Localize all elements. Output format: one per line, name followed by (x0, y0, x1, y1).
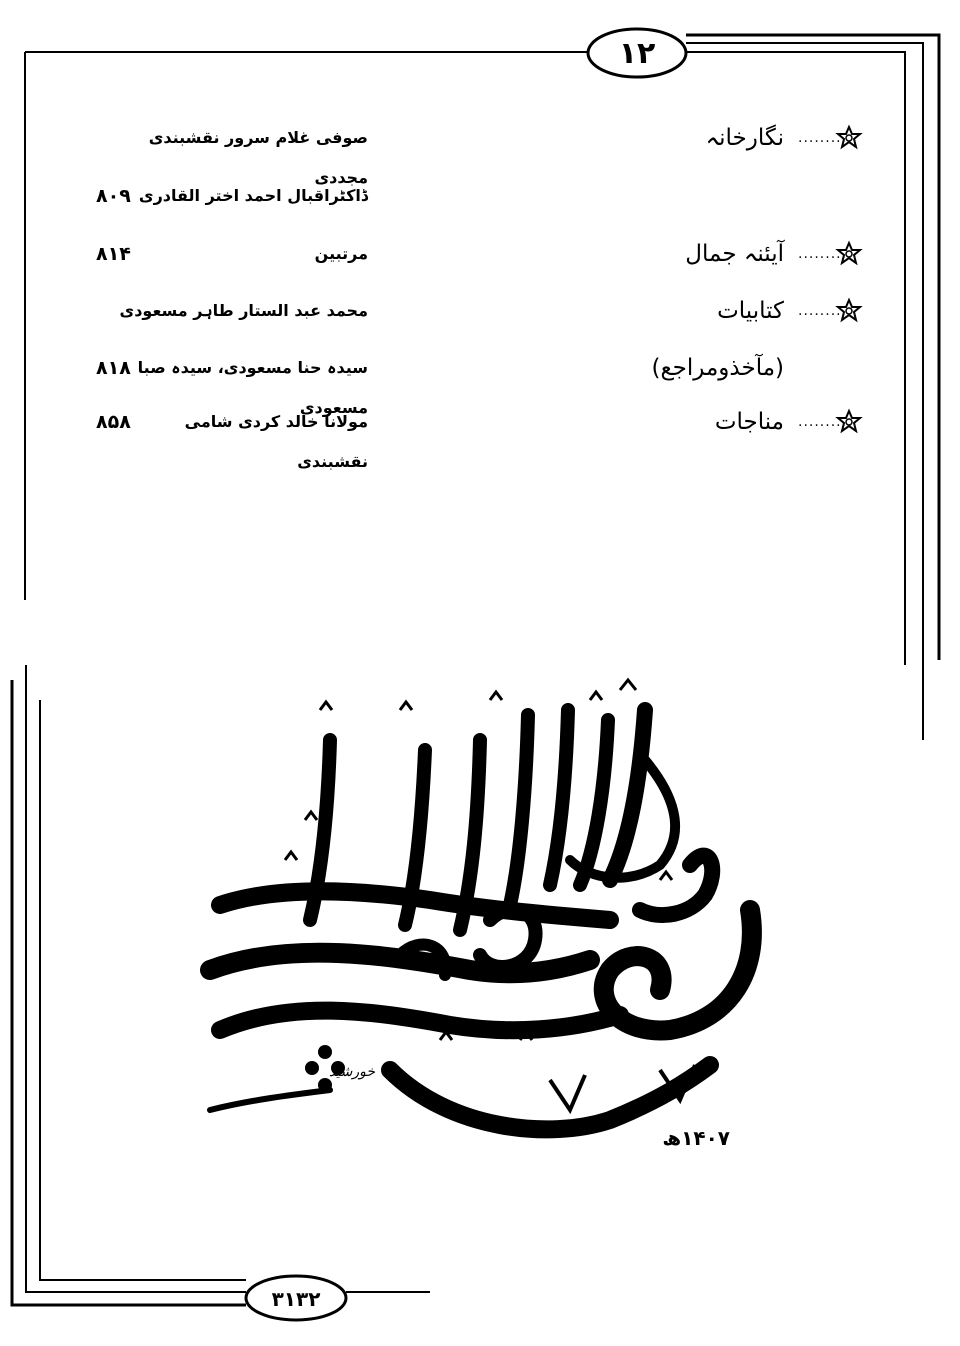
leader-dots: ........... (798, 303, 858, 319)
toc-row (0, 348, 960, 417)
leader-dots: ........... (798, 246, 858, 262)
page-number-top: ۱۲ (618, 35, 656, 71)
toc-row (0, 118, 960, 187)
toc-author: مولانا خالد کردی شامی نقشبندی (184, 412, 368, 471)
toc-row (0, 234, 960, 274)
toc-section-title: نگارخانہ (705, 125, 784, 151)
toc-row (0, 291, 960, 331)
toc-section-subtitle: (مآخذومراجع) (651, 355, 784, 381)
toc-page-number: ۸۵۸ (96, 411, 131, 433)
toc-row (0, 176, 960, 216)
toc-page-number: ۸۱۴ (96, 243, 131, 265)
toc-author: صوفی غلام سرور نقشبندی مجددی (148, 128, 368, 187)
toc-author: محمد عبد الستار طاہر مسعودی (119, 301, 368, 320)
table-of-contents (0, 0, 960, 471)
leader-dots: ........... (798, 414, 858, 430)
artist-signature: خورشید (329, 1064, 375, 1080)
toc-author: ڈاکٹراقبال احمد اختر القادری (138, 186, 368, 205)
leader-dots: ........... (798, 130, 858, 146)
toc-page-number: ۸۰۹ (96, 185, 131, 207)
toc-section-title: مناجات (714, 409, 784, 435)
calligraphy-date: ۱۴۰۷ھ (662, 1126, 730, 1150)
toc-section-title: کتابیات (717, 298, 784, 324)
calligraphy-artwork (190, 670, 770, 1180)
toc-author: مرتبین (314, 244, 368, 263)
toc-section-title: آیئنہ جمال (685, 241, 784, 267)
toc-row (0, 402, 960, 471)
page-number-bottom: ۳۱۳۲ (271, 1287, 321, 1311)
toc-author: سیدہ حنا مسعودی، سیدہ صبا مسعودی (137, 358, 368, 417)
toc-page-number: ۸۱۸ (96, 357, 131, 379)
